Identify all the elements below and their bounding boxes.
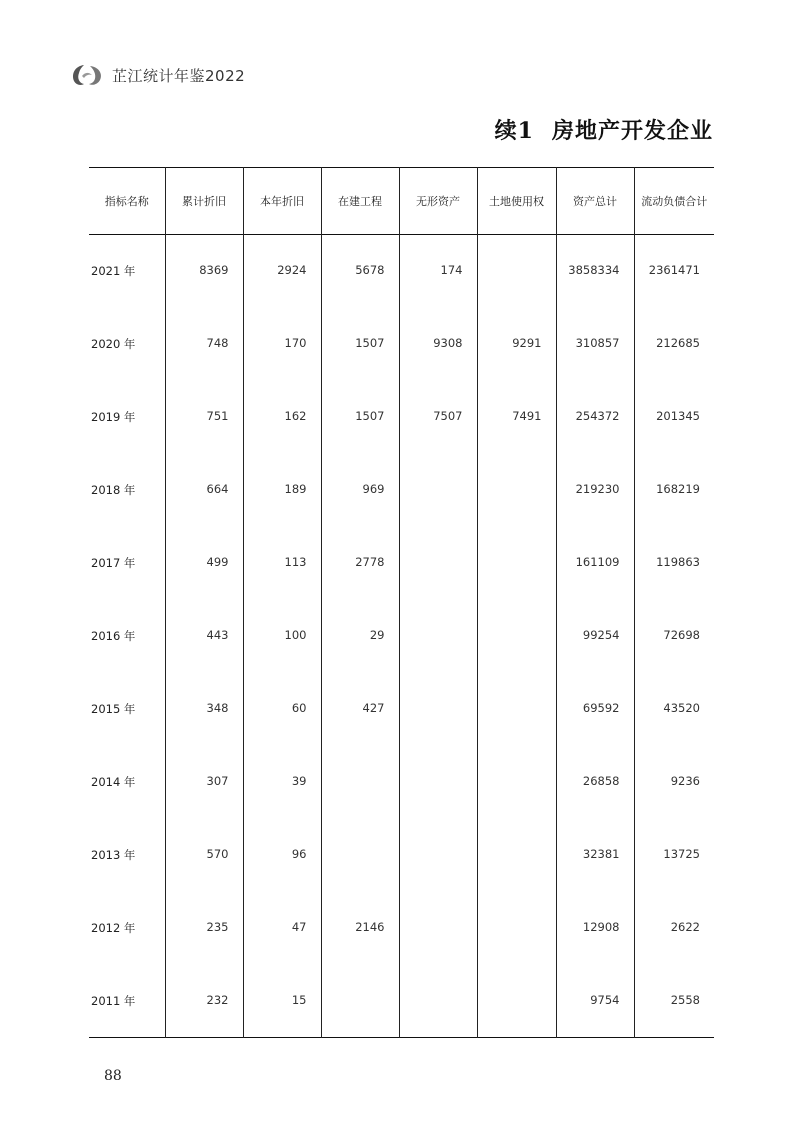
table-cell: 12908	[556, 892, 634, 965]
table-row	[89, 454, 714, 527]
table-row	[89, 892, 714, 965]
table-cell: 219230	[556, 454, 634, 527]
table-cell: 235	[165, 892, 243, 965]
table-cell: 96	[243, 819, 321, 892]
year-cell: 2015 年	[91, 701, 136, 716]
table-cell: 2778	[321, 527, 399, 600]
column-header: 指标名称	[104, 195, 149, 208]
table-row	[89, 235, 714, 308]
table-cell: 1507	[321, 308, 399, 381]
table-row	[89, 527, 714, 600]
column-header: 无形资产	[399, 168, 477, 235]
year-cell: 2020 年	[91, 336, 136, 351]
statistics-table	[89, 167, 714, 1038]
table-cell: 254372	[556, 381, 634, 454]
column-header: 土地使用权	[477, 168, 556, 235]
column-header: 在建工程	[321, 168, 399, 235]
table-cell: 443	[165, 600, 243, 673]
table-cell	[477, 454, 556, 527]
year-cell: 2011 年	[91, 993, 136, 1008]
table-cell	[477, 892, 556, 965]
table-cell	[399, 819, 477, 892]
table-cell: 427	[321, 673, 399, 746]
year-cell: 2018 年	[91, 482, 136, 497]
table-cell: 8369	[165, 235, 243, 308]
table-cell: 307	[165, 746, 243, 819]
table-cell	[399, 892, 477, 965]
table-cell: 570	[165, 819, 243, 892]
table-cell: 161109	[556, 527, 634, 600]
table-cell: 310857	[556, 308, 634, 381]
column-header: 流动负债合计	[634, 168, 714, 235]
table-cell: 174	[399, 235, 477, 308]
year-cell: 2014 年	[91, 774, 136, 789]
year-cell: 2012 年	[91, 920, 136, 935]
table-cell	[399, 746, 477, 819]
table-cell: 9236	[634, 746, 714, 819]
table-row	[89, 819, 714, 892]
table-header-row	[89, 168, 714, 235]
table-cell: 113	[243, 527, 321, 600]
table-cell: 751	[165, 381, 243, 454]
table-cell: 969	[321, 454, 399, 527]
table-cell: 29	[321, 600, 399, 673]
year-cell: 2017 年	[91, 555, 136, 570]
year-cell: 2016 年	[91, 628, 136, 643]
table-cell: 189	[243, 454, 321, 527]
table-cell: 9291	[477, 308, 556, 381]
year-cell: 2021 年	[91, 264, 136, 278]
table-cell: 499	[165, 527, 243, 600]
table-cell: 2924	[243, 235, 321, 308]
page-number: 88	[104, 1068, 122, 1084]
table-row	[89, 308, 714, 381]
page-header	[70, 62, 245, 88]
table-title-prefix: 续1	[494, 118, 534, 144]
table-row	[89, 673, 714, 746]
table-cell: 7507	[399, 381, 477, 454]
table-cell: 13725	[634, 819, 714, 892]
table-title-name: 房地产开发企业	[551, 118, 713, 144]
table-cell	[321, 746, 399, 819]
table-cell	[477, 746, 556, 819]
table-cell	[399, 600, 477, 673]
year-cell: 2019 年	[91, 409, 136, 424]
table-cell	[477, 235, 556, 308]
table-cell: 348	[165, 673, 243, 746]
table-cell: 3858334	[556, 235, 634, 308]
table-cell	[477, 527, 556, 600]
table-cell: 47	[243, 892, 321, 965]
table-cell: 60	[243, 673, 321, 746]
table-cell: 232	[165, 965, 243, 1038]
table-row	[89, 965, 714, 1038]
table-cell	[399, 454, 477, 527]
table-cell: 162	[243, 381, 321, 454]
table-cell: 2361471	[634, 235, 714, 308]
table-cell: 748	[165, 308, 243, 381]
table-cell	[477, 600, 556, 673]
column-header: 本年折旧	[243, 168, 321, 235]
table-cell: 15	[243, 965, 321, 1038]
table-row	[89, 381, 714, 454]
table-cell: 43520	[634, 673, 714, 746]
table-cell: 9308	[399, 308, 477, 381]
table-cell: 32381	[556, 819, 634, 892]
table-cell: 72698	[634, 600, 714, 673]
table-cell: 26858	[556, 746, 634, 819]
table-cell: 2146	[321, 892, 399, 965]
table-cell	[399, 527, 477, 600]
table-cell: 100	[243, 600, 321, 673]
table-cell	[477, 819, 556, 892]
table-cell: 2622	[634, 892, 714, 965]
table-cell: 7491	[477, 381, 556, 454]
table-cell: 9754	[556, 965, 634, 1038]
table-cell: 201345	[634, 381, 714, 454]
table-cell: 2558	[634, 965, 714, 1038]
yearbook-logo-icon	[70, 62, 104, 88]
table-cell: 119863	[634, 527, 714, 600]
table-cell: 664	[165, 454, 243, 527]
table-cell: 1507	[321, 381, 399, 454]
table-cell: 168219	[634, 454, 714, 527]
table-cell	[477, 673, 556, 746]
book-title: 芷江统计年鉴2022	[112, 66, 246, 85]
table-row	[89, 600, 714, 673]
column-header: 资产总计	[556, 168, 634, 235]
table-cell: 99254	[556, 600, 634, 673]
table-cell: 5678	[321, 235, 399, 308]
table-cell: 170	[243, 308, 321, 381]
table-cell	[321, 819, 399, 892]
table-cell: 69592	[556, 673, 634, 746]
table-cell: 39	[243, 746, 321, 819]
table-cell	[477, 965, 556, 1038]
table-cell	[399, 673, 477, 746]
table-cell	[399, 965, 477, 1038]
table-title	[495, 114, 713, 145]
table-cell	[321, 965, 399, 1038]
year-cell: 2013 年	[91, 847, 136, 862]
table-cell: 212685	[634, 308, 714, 381]
column-header: 累计折旧	[165, 168, 243, 235]
table-row	[89, 746, 714, 819]
